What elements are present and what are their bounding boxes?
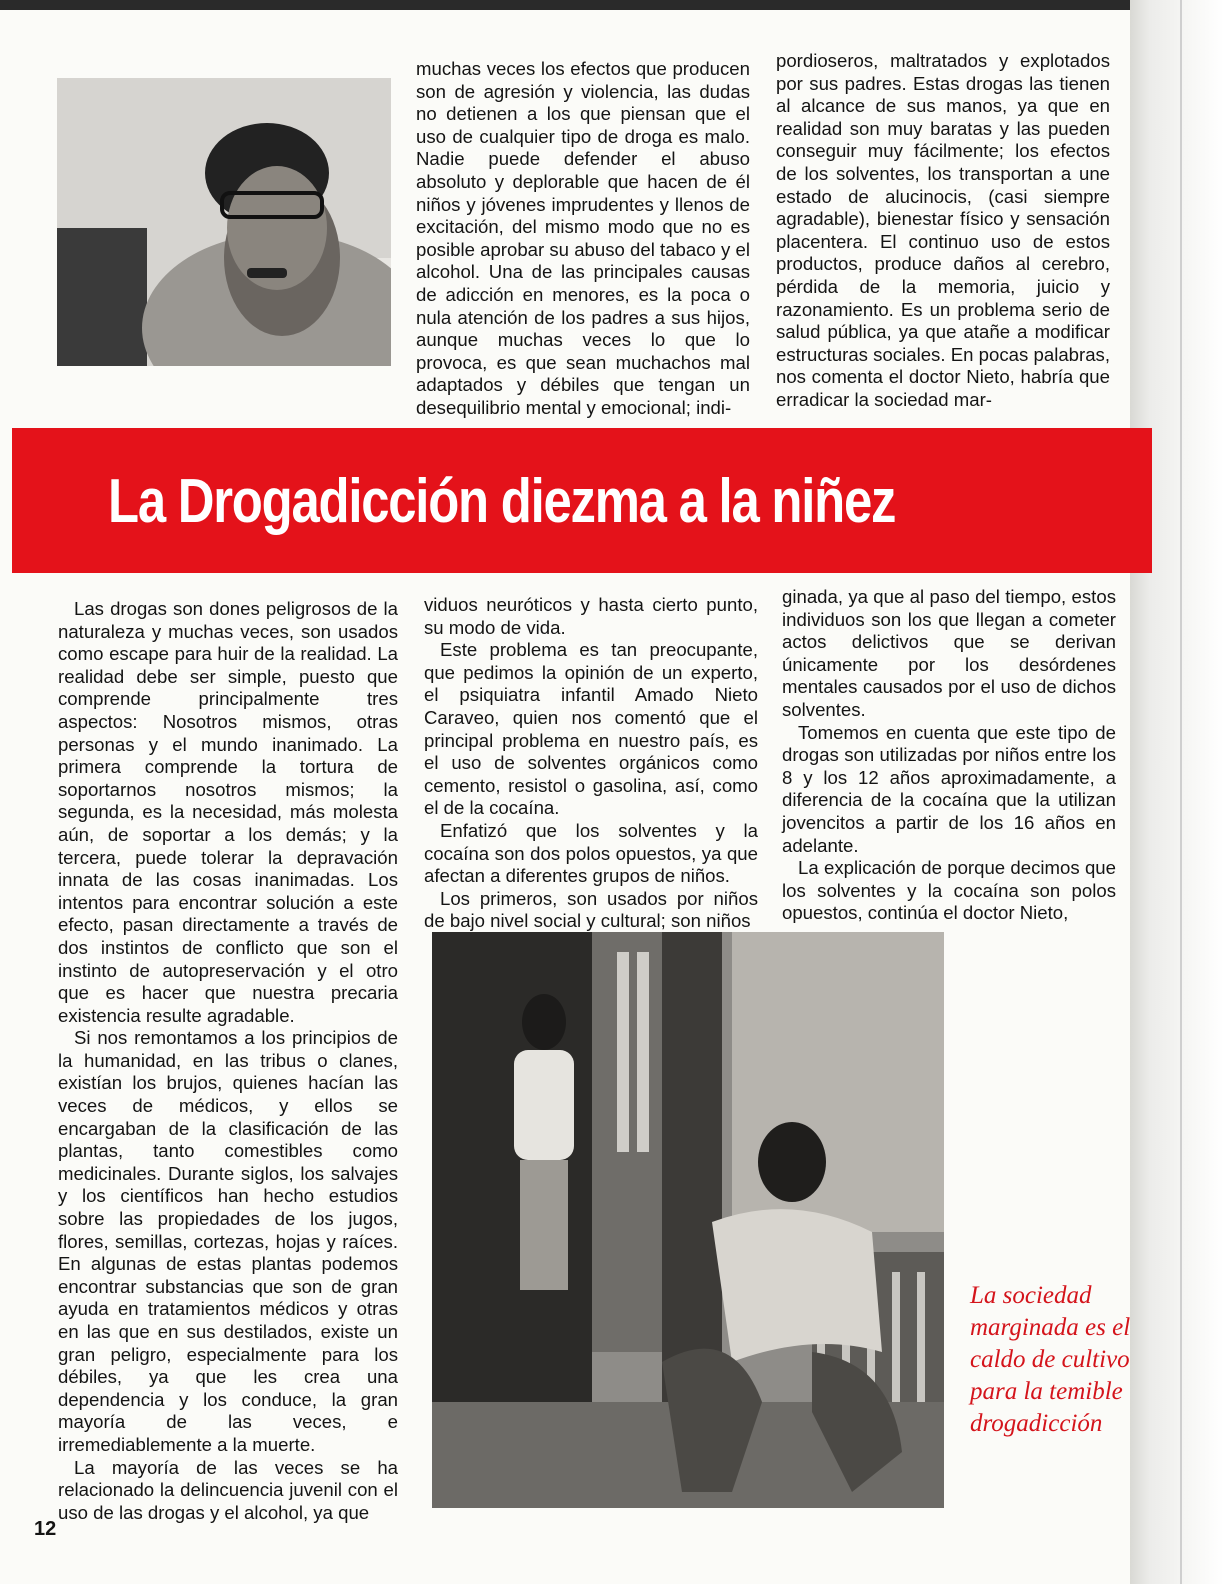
street-photo: [432, 932, 944, 1508]
paragraph: Enfatizó que los solventes y la cocaína son dos polos opuestos, ya que afectan a diferentes grupos de niños.: [424, 819, 758, 887]
page-gutter-line: [1180, 0, 1182, 1584]
paragraph: Si nos remontamos a los principios de la humanidad, en las tribus o clanes, existían los brujos, quienes hacían las veces de médicos, y ellos se encargaban de la clasificación de las plantas, tanto comestibles como medicinales. Durante siglos, los salvajes y los científicos han hecho estudios sobre las propiedades de los jugos, flores, semillas, cortezas, hojas y raíces. En algunas de estas plantas podemos encontrar substancias que son de gran ayuda en tratamientos médicos y otras en las que en sus destilados, existe un gran peligro, especialmente para los débiles, ya que les crea una dependencia y los conduce, la gran mayoría de las veces, e irremediablemente a la muerte.: [58, 1027, 398, 1455]
paragraph: pordioseros, maltratados y explotados por sus padres. Estas drogas las tienen al alcance de sus manos, ya que en realidad son muy baratas y las pueden conseguir muy fácilmente; los efectos de los solventes, los transportan a une estado de alucinocis, (casi siempre agradable), bienestar físico y sensación placentera. El continuo uso de estos productos, produce daños al cerebro, pérdida de la memoria, juicio y razonamiento. Es un problema serio de salud pública, ya que atañe a modificar estructuras sociales. En pocas palabras, nos comenta el doctor Nieto, habría que erradicar la sociedad mar-: [776, 50, 1110, 410]
paragraph: Los primeros, son usados por niños de bajo nivel social y cultural; son niños: [424, 887, 758, 932]
paragraph: Este problema es tan preocupante, que pedimos la opinión de un experto, el psiquiatra infantil Amado Nieto Caraveo, quien nos comentó que el principal problema en nuestro país, es el uso de solventes orgánicos como cemento, resistol o gasolina, así, como el de la cocaína.: [424, 639, 758, 819]
scan-top-edge: [0, 0, 1224, 10]
page-number: 12: [34, 1518, 57, 1540]
paragraph: Las drogas son dones peligrosos de la naturaleza y muchas veces, son usados como escape para huir de la realidad. La realidad debe ser simple, puesto que comprende principalmente tres aspectos: Nosotros mismos, otras personas y el mundo inanimado. La primera comprende la tortura de soportarnos nosotros mismos; la segunda, es la necesidad, más molesta aún, de soportar a los demás; y la tercera, puede tolerar la depravación innata de las cosas inanimadas. Los intentos para encontrar solución a este efecto, pasan directamente a través de dos instintos de conflicto que son el instinto de autopreservación y el otro que es hacer que nuestra precaria existencia resulte agradable.: [58, 598, 398, 1026]
headline: La Drogadicción diezma a la niñez: [108, 467, 896, 536]
paragraph: viduos neuróticos y hasta cierto punto, su modo de vida.: [424, 594, 758, 638]
article-column-3: [782, 586, 1116, 925]
paragraph: La mayoría de las veces se ha relacionado la delincuencia juvenil con el uso de las drogas y el alcohol, ya que: [58, 1456, 398, 1523]
paragraph: ginada, ya que al paso del tiempo, estos individuos son los que llegan a cometer actos delictivos que se derivan únicamente por los desórdenes mentales causados por el uso de dichos solventes.: [782, 586, 1116, 720]
photo-caption: La sociedad marginada es el caldo de cultivo para la temible drogadicción: [970, 1282, 1131, 1437]
page-gutter-shadow: [1130, 0, 1224, 1584]
portrait-photo: [57, 78, 391, 366]
paragraph: Tomemos en cuenta que este tipo de drogas son utilizadas por niños entre los 8 y los 12 años aproximadamente, a diferencia de la cocaína que la utilizan jovencitos a partir de los 16 años en adelante.: [782, 721, 1116, 856]
article-column-1: [58, 598, 398, 1524]
article-top-column-3: [776, 50, 1110, 412]
article-column-2: [424, 594, 758, 933]
headline-banner: [12, 428, 1152, 573]
paragraph: La explicación de porque decimos que los solventes y la cocaína son polos opuestos, continúa el doctor Nieto,: [782, 857, 1116, 924]
article-top-column-2: [416, 58, 750, 420]
paragraph: muchas veces los efectos que producen son de agresión y violencia, las dudas no detienen a los que piensan que el uso de cualquier tipo de droga es malo. Nadie puede defender el abuso absoluto y deplorable que hacen de él niños y jóvenes imprudentes y llenos de excitación, del mismo modo que no es posible aprobar su abuso del tabaco y el alcohol. Una de las principales causas de adicción en menores, es la poca o nula atención de los padres a sus hijos, aunque muchas veces lo que lo provoca, es que sean muchachos mal adaptados y débiles que tengan un desequilibrio mental y emocional; indi-: [416, 58, 750, 418]
